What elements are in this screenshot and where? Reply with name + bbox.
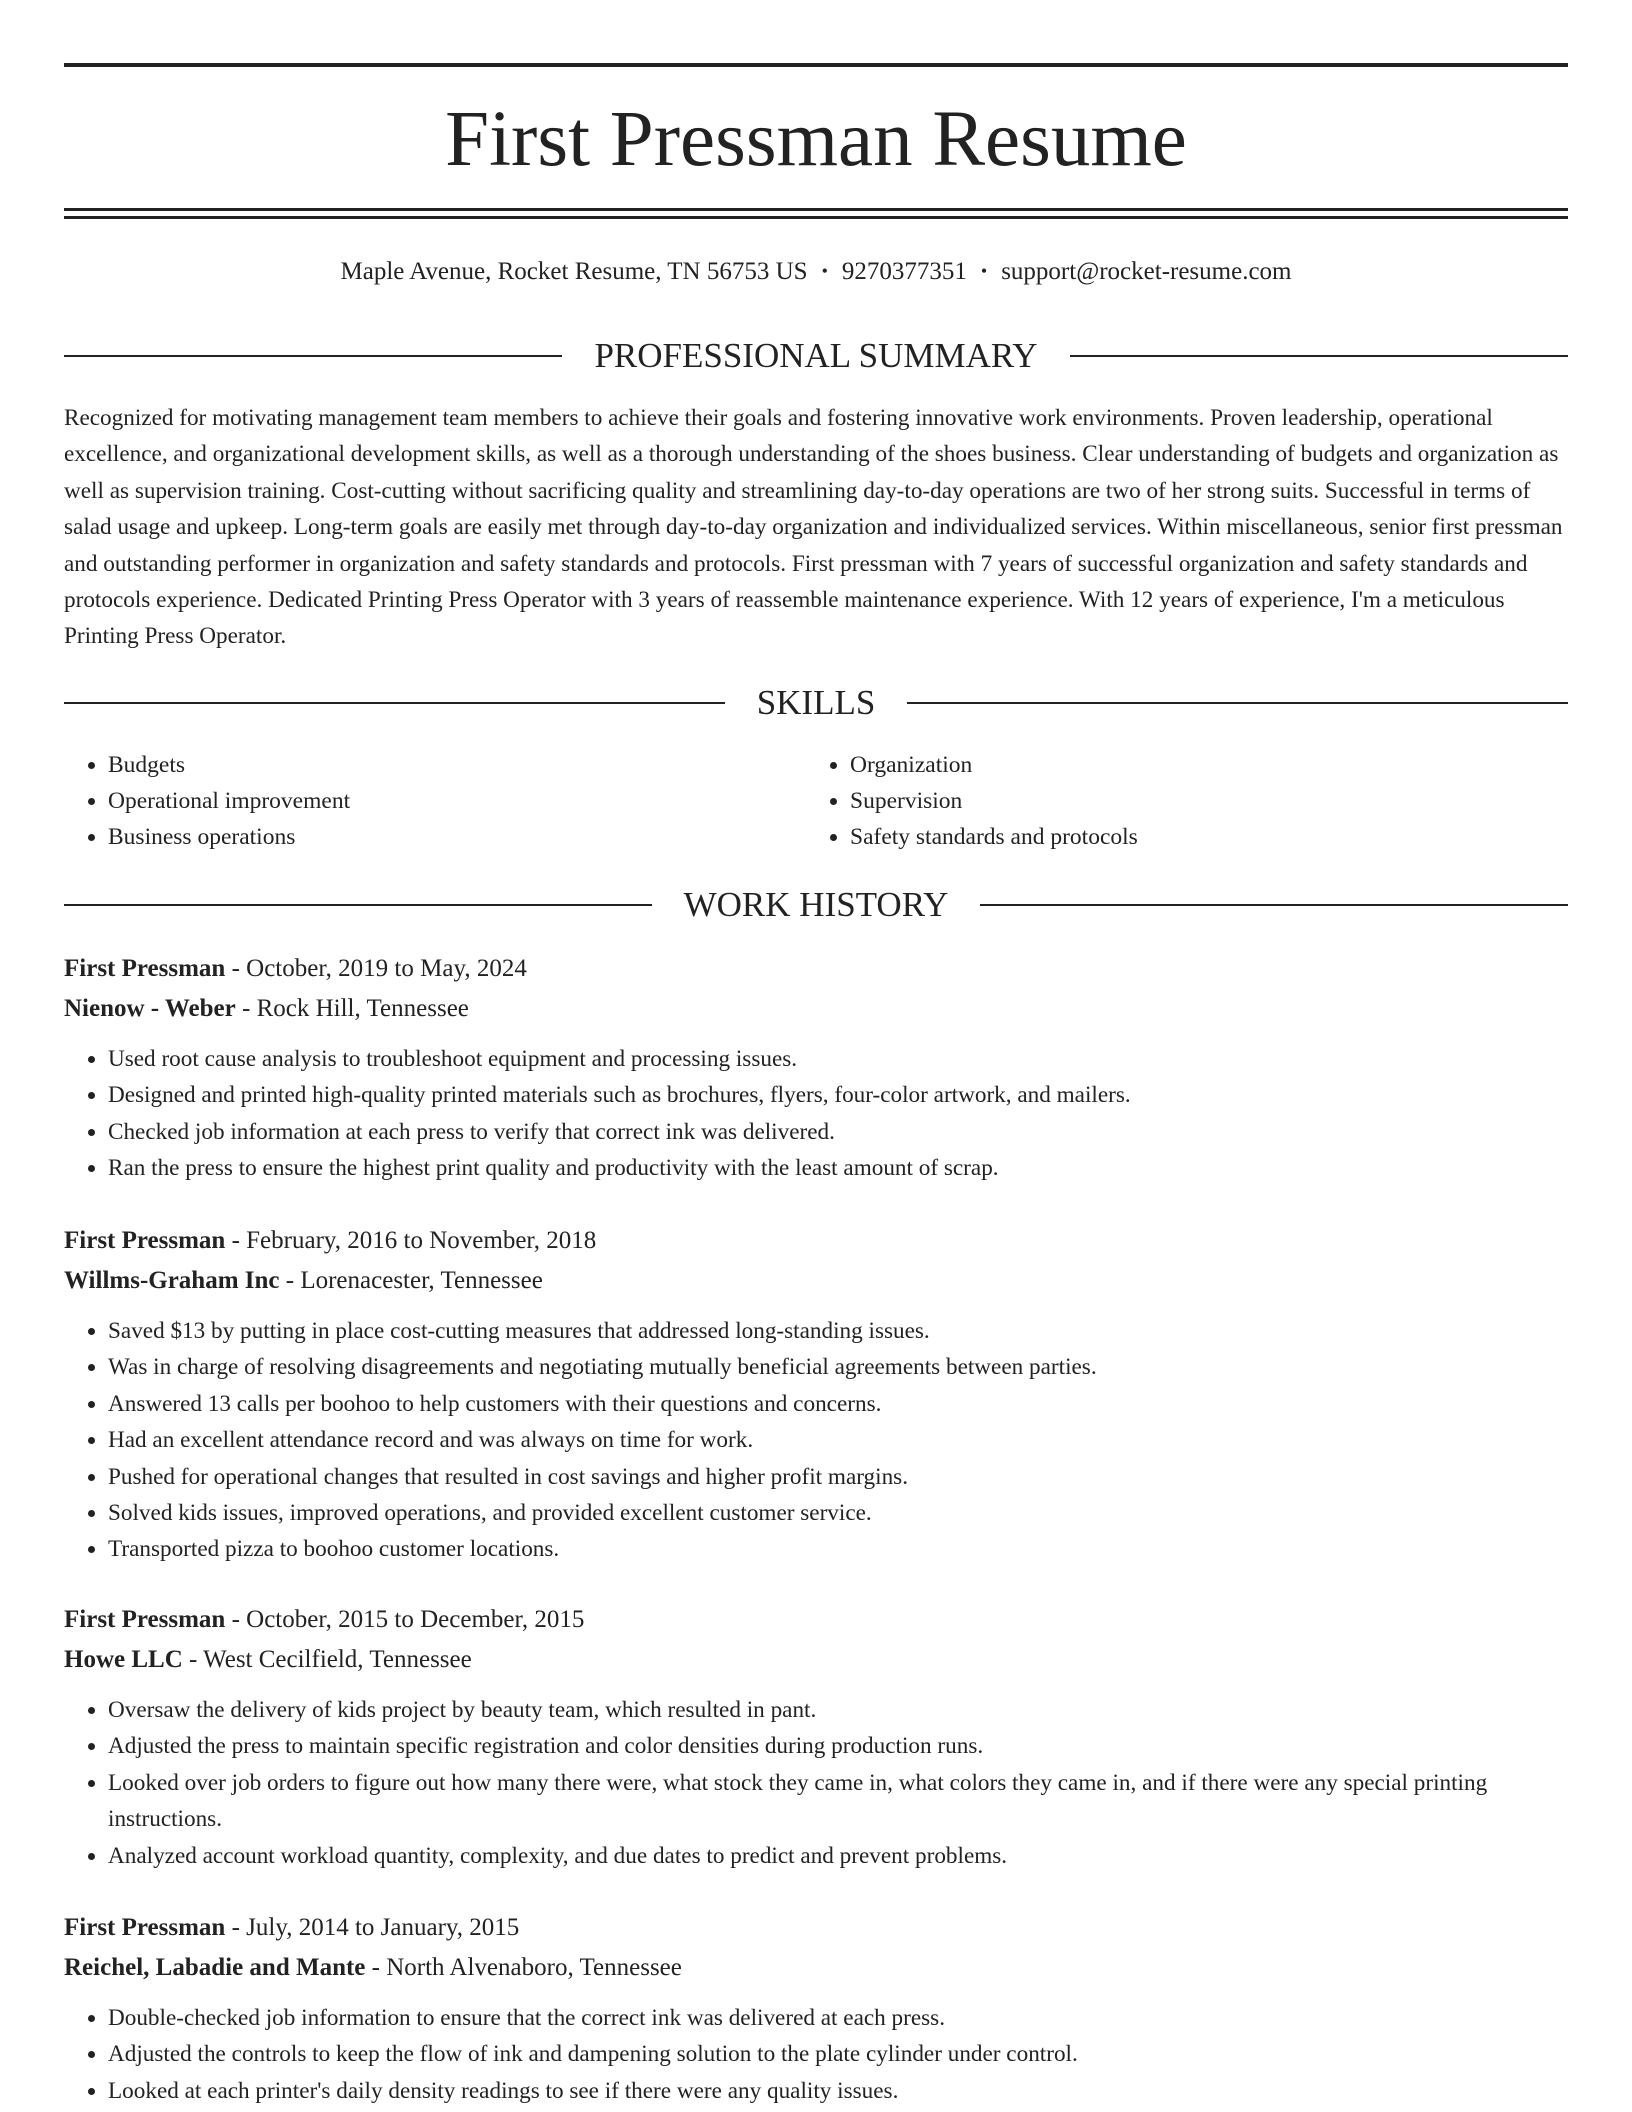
section-heading-skills: [64, 683, 1568, 723]
job-bullet: • Designed and printed high-quality printed materials such as brochures, flyers, four-color artwork, and mailers.: [108, 1077, 1568, 1113]
job-company-line: [64, 1640, 1568, 1680]
job-title: First Pressman: [64, 955, 226, 982]
job-company: Nienow - Weber: [64, 995, 236, 1022]
job-bullets: [64, 1313, 1568, 1568]
contact-phone: 9270377351: [841, 258, 967, 285]
heading-rule-left: [64, 904, 652, 906]
job-company-line: [64, 1948, 1568, 1988]
job-company: Howe LLC: [64, 1646, 183, 1673]
section-heading-work-history: [64, 885, 1568, 925]
job-entry: [64, 1221, 1568, 1568]
resume-title: First Pressman Resume: [445, 96, 1187, 183]
summary-text: Recognized for motivating management team members to achieve their goals and fostering innovative work environments. Proven leadership, operational excellence, and organizational development skills, as well as a thorough understanding of the shoes business. Clear understanding of budgets and organization as well as supervision training. Cost-cutting without sacrificing quality and streamlining day-to-day operations are two of her strong suits. Successful in terms of salad usage and upkeep. Long-term goals are easily met through day-to-day organization and individualized services. Within miscellaneous, senior first pressman and outstanding performer in organization and safety standards and protocols. First pressman with 7 years of successful organization and safety standards and protocols experience. Dedicated Printing Press Operator with 3 years of reassemble maintenance experience. With 12 years of experience, I'm a meticulous Printing Press Operator.: [64, 405, 1563, 650]
job-title: First Pressman: [64, 1606, 226, 1633]
job-title-line: [64, 1221, 1568, 1261]
job-bullets: [64, 2000, 1568, 2109]
contact-separator: •: [980, 261, 988, 281]
heading-rule-right: [1070, 355, 1568, 357]
heading-rule-right: [907, 702, 1568, 704]
job-dates: - October, 2015 to December, 2015: [225, 1606, 585, 1633]
job-company: Reichel, Labadie and Mante: [64, 1954, 366, 1981]
job-entry: [64, 949, 1568, 1187]
section-heading-label: PROFESSIONAL SUMMARY: [594, 336, 1038, 375]
section-heading-label: SKILLS: [756, 683, 876, 722]
job-bullet: • Was in charge of resolving disagreements and negotiating mutually beneficial agreements between parties.: [108, 1349, 1568, 1385]
job-location: - Lorenacester, Tennessee: [279, 1267, 543, 1294]
job-bullet: • Used root cause analysis to troubleshoot equipment and processing issues.: [108, 1041, 1568, 1077]
header-double-rule: [64, 208, 1568, 219]
job-title-line: [64, 1600, 1568, 1640]
job-bullet: • Checked job information at each press to verify that correct ink was delivered.: [108, 1114, 1568, 1150]
contact-address: Maple Avenue, Rocket Resume, TN 56753 US: [340, 258, 808, 285]
job-bullets: [64, 1041, 1568, 1187]
job-entry: [64, 1908, 1568, 2109]
job-location: - North Alvenaboro, Tennessee: [365, 1954, 682, 1981]
skill-item: • Safety standards and protocols: [850, 819, 1550, 855]
job-bullet: • Analyzed account workload quantity, complexity, and due dates to predict and prevent problems.: [108, 1838, 1568, 1874]
skill-item: • Organization: [850, 747, 1550, 783]
section-heading-label: WORK HISTORY: [683, 885, 949, 924]
heading-rule-right: [980, 904, 1568, 906]
skills-column-left: [64, 747, 808, 855]
job-bullet: • Saved $13 by putting in place cost-cutting measures that addressed long-standing issues.: [108, 1313, 1568, 1349]
job-company-line: [64, 1261, 1568, 1301]
job-bullets: [64, 1692, 1568, 1874]
job-title-line: [64, 1908, 1568, 1948]
job-bullet: • Looked over job orders to figure out how many there were, what stock they came in, what colors they came in, and if there were any special printing instructions.: [108, 1765, 1568, 1838]
job-bullet: • Looked at each printer's daily density readings to see if there were any quality issues.: [108, 2073, 1568, 2109]
job-dates: - October, 2019 to May, 2024: [225, 955, 527, 982]
section-heading-summary: [64, 336, 1568, 376]
skill-item: • Budgets: [108, 747, 808, 783]
job-company: Willms-Graham Inc: [64, 1267, 280, 1294]
job-company-line: [64, 989, 1568, 1029]
job-bullet: • Adjusted the controls to keep the flow of ink and dampening solution to the plate cylinder under control.: [108, 2036, 1568, 2072]
job-bullet: • Answered 13 calls per boohoo to help customers with their questions and concerns.: [108, 1386, 1568, 1422]
job-title-line: [64, 949, 1568, 989]
contact-line: [64, 254, 1568, 289]
skill-item: • Operational improvement: [108, 783, 808, 819]
job-entry: [64, 1600, 1568, 1874]
header-top-rule: [64, 63, 1568, 67]
job-dates: - February, 2016 to November, 2018: [225, 1227, 597, 1254]
job-bullet: • Solved kids issues, improved operations, and provided excellent customer service.: [108, 1495, 1568, 1531]
skills-column-right: [806, 747, 1550, 855]
heading-rule-left: [64, 355, 562, 357]
contact-email: support@rocket-resume.com: [1001, 258, 1292, 285]
job-bullet: • Transported pizza to boohoo customer locations.: [108, 1531, 1568, 1567]
job-title: First Pressman: [64, 1914, 226, 1941]
job-title: First Pressman: [64, 1227, 226, 1254]
job-location: - West Cecilfield, Tennessee: [182, 1646, 472, 1673]
job-bullet: • Adjusted the press to maintain specific registration and color densities during production runs.: [108, 1728, 1568, 1764]
job-bullet: • Pushed for operational changes that resulted in cost savings and higher profit margins.: [108, 1459, 1568, 1495]
job-bullet: • Oversaw the delivery of kids project by beauty team, which resulted in pant.: [108, 1692, 1568, 1728]
job-bullet: • Had an excellent attendance record and was always on time for work.: [108, 1422, 1568, 1458]
skill-item: • Business operations: [108, 819, 808, 855]
contact-separator: •: [821, 261, 828, 281]
skill-item: • Supervision: [850, 783, 1550, 819]
job-location: - Rock Hill, Tennessee: [235, 995, 469, 1022]
job-dates: - July, 2014 to January, 2015: [225, 1914, 520, 1941]
job-bullet: • Double-checked job information to ensure that the correct ink was delivered at each press.: [108, 2000, 1568, 2036]
job-bullet: • Ran the press to ensure the highest print quality and productivity with the least amount of scrap.: [108, 1150, 1568, 1186]
heading-rule-left: [64, 702, 725, 704]
